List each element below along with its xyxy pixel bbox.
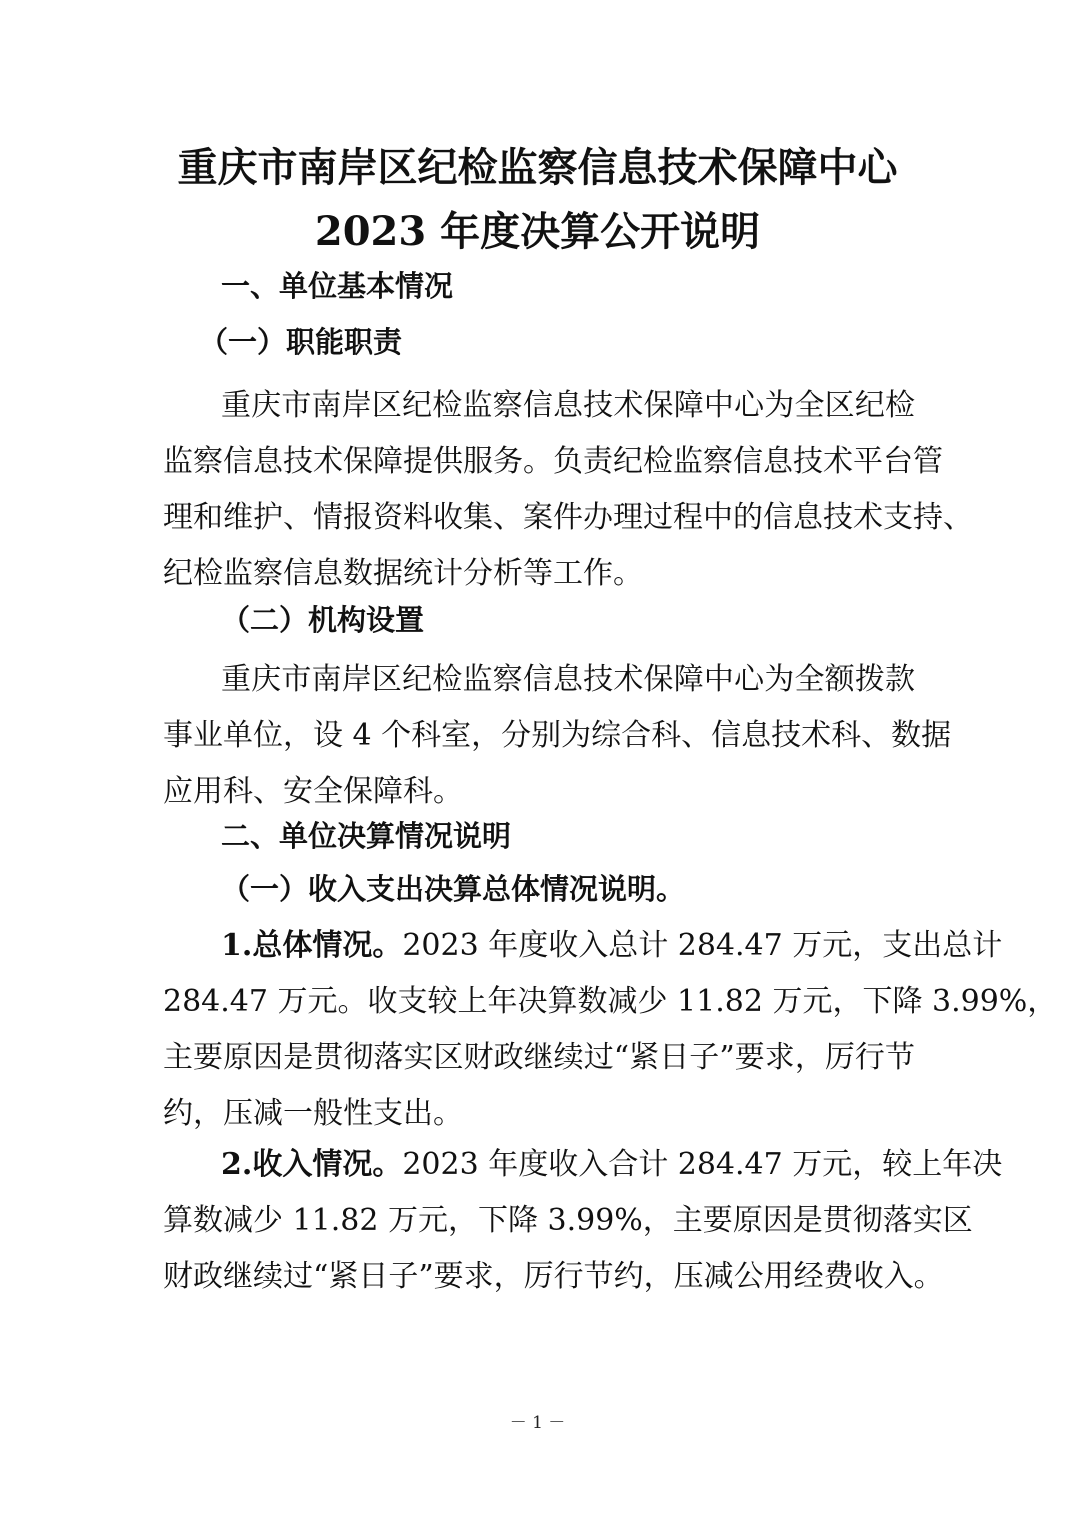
item-2-first-line: 2023 年度收入合计 284.47 万元，较上年决 [402, 1147, 1003, 1182]
paragraph-line: 财政继续过“紧日子”要求，厉行节约，压减公用经费收入。 [163, 1259, 944, 1294]
item-2-lead: 2.收入情况。 [221, 1147, 403, 1182]
paragraph-line: 应用科、安全保障科。 [163, 774, 463, 809]
item-1-first-line: 2023 年度收入总计 284.47 万元，支出总计 [402, 928, 1003, 963]
document-title-line-2: 2023 年度决算公开说明 [314, 208, 761, 255]
paragraph-line: 284.47 万元。收支较上年决算数减少 11.82 万元，下降 3.99%， [163, 984, 1058, 1019]
section-1-sub-1-heading: （一）职能职责 [199, 325, 403, 359]
paragraph-line [163, 1137, 1003, 1193]
document-title-line-1: 重庆市南岸区纪检监察信息技术保障中心 [177, 144, 898, 191]
section-1-sub-1-paragraph [163, 378, 973, 602]
paragraph-line: 监察信息技术保障提供服务。负责纪检监察信息技术平台管 [163, 444, 943, 479]
item-1-lead: 1.总体情况。 [221, 928, 403, 963]
section-1-heading: 一、单位基本情况 [221, 269, 454, 303]
section-1-sub-2-paragraph [163, 652, 952, 820]
paragraph-line: 事业单位，设 4 个科室，分别为综合科、信息技术科、数据 [163, 718, 952, 753]
paragraph-line: 约，压减一般性支出。 [163, 1096, 463, 1131]
section-2-item-1-paragraph [163, 918, 1058, 1142]
section-2-heading: 二、单位决算情况说明 [221, 819, 512, 853]
paragraph-line: 算数减少 11.82 万元，下降 3.99%，主要原因是贯彻落实区 [163, 1203, 973, 1238]
paragraph-line: 重庆市南岸区纪检监察信息技术保障中心为全额拨款 [221, 662, 915, 697]
section-2-item-2-paragraph [163, 1137, 1003, 1305]
paragraph-line [163, 918, 1003, 974]
paragraph-line: 纪检监察信息数据统计分析等工作。 [163, 556, 643, 591]
paragraph-line: 理和维护、情报资料收集、案件办理过程中的信息技术支持、 [163, 500, 973, 535]
section-1-sub-2-heading: （二）机构设置 [221, 603, 425, 637]
paragraph-line: 重庆市南岸区纪检监察信息技术保障中心为全区纪检 [221, 388, 915, 423]
paragraph-line: 主要原因是贯彻落实区财政继续过“紧日子”要求，厉行节 [163, 1040, 915, 1075]
page-number: － 1 － [509, 1413, 566, 1433]
section-2-sub-1-heading: （一）收入支出决算总体情况说明。 [221, 872, 686, 906]
